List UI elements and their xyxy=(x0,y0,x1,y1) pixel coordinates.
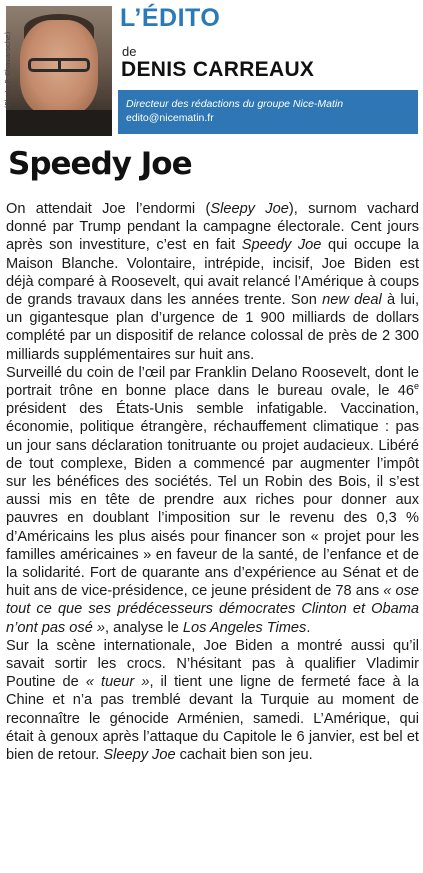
author-info-box xyxy=(118,90,418,134)
section-label: L’ÉDITO xyxy=(120,4,221,32)
photo-credit: (Photo F. Chavaroche) xyxy=(4,31,12,109)
author-role: Directeur des rédactions du groupe Nice-Matin xyxy=(126,98,344,110)
author-email[interactable]: edito@nicematin.fr xyxy=(126,112,214,124)
edito-header xyxy=(0,0,423,140)
author-prefix: de xyxy=(122,44,137,59)
author-photo xyxy=(6,6,112,136)
paragraph-2: Surveillé du coin de l’œil par Franklin Delano Roosevelt, dont le portrait trône en bonne place dans le bureau ovale, le 46e président des États-Unis semble infatigable. Vaccination, économie, politique étrangère, réchauffement climatique : pas un jour sans déclaration tonitruante ou projet audacieux. Libéré de tout complexe, Biden a commencé par augmenter l’impôt sur les bénéfices des sociétés. Tel un Robin des Bois, il s’est aussi mis en tête de prendre aux riches pour donner aux pauvres en doublant l’imposition sur le revenu des 0,3 % d’Américains les plus aisés pour financer son « projet pour les familles américaines » en faveur de la santé, de l’enfance et de la solidarité. Fort de quarante ans d’expérience au Sénat et de huit ans de vice-présidence, ce jeune président de 78 ans « ose tout ce que ses prédécesseurs démocrates Clinton et Obama n’ont pas osé », analyse le Los Angeles Times. xyxy=(6,364,420,636)
paragraph-3: Sur la scène internationale, Joe Biden a montré aussi qu’il savait sortir les crocs. N’hésitant pas à qualifier Vladimir Poutine de « tueur », il tient une ligne de fermeté face à la Chine et n’a pas tremblé devant la Turquie au moment de reconnaître le génocide Arménien, samedi. L’Amérique, qui était à genoux après l’attaque du Capitole le 6 janvier, est bel et bien de retour. Sleepy Joe cachait bien son jeu. xyxy=(6,637,419,764)
article-body xyxy=(6,200,419,764)
article-title: Speedy Joe xyxy=(8,146,192,182)
author-name: DENIS CARREAUX xyxy=(121,58,315,81)
paragraph-1: On attendait Joe l’endormi (Sleepy Joe), surnom vachard donné par Trump pendant la campagne électorale. Cent jours après son investiture, c’est en fait Speedy Joe qui occupe la Maison Blanche. Volontaire, intrépide, incisif, Joe Biden est déjà comparé à Roosevelt, qui avait relancé l’Amérique à coups de grands travaux dans les années trente. Son new deal à lui, un gigantesque plan d’urgence de 1 900 milliards de dollars complété par un dispositif de relance colossal de près de 2 300 milliards supplémentaires sur huit ans. xyxy=(6,201,419,363)
